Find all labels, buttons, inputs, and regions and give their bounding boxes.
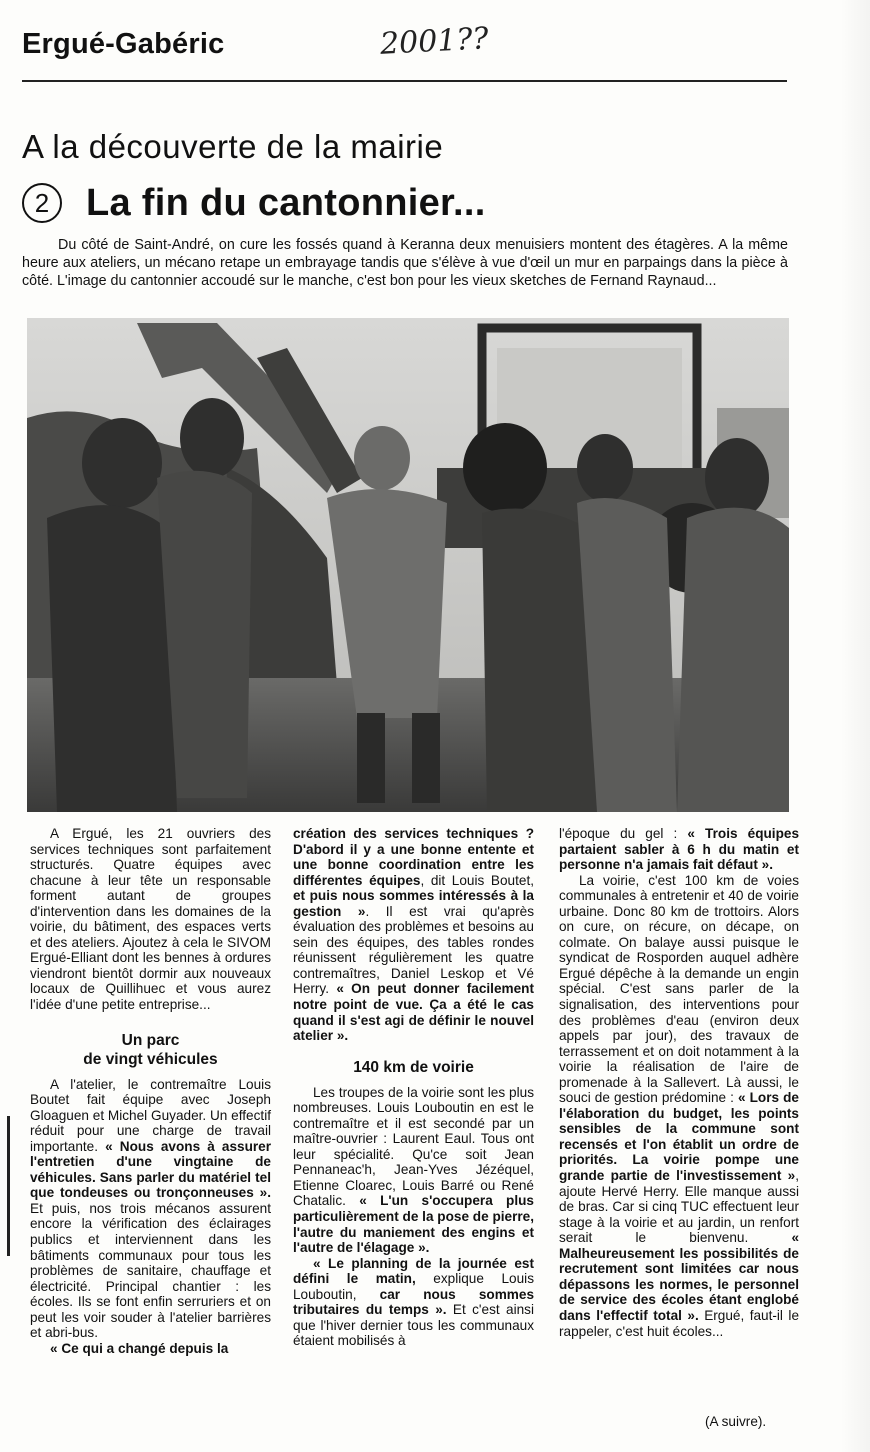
col3-p2-quote-1: « Lors de l'élaboration du budget, les points sensibles de la commune sont recensés et l'on établit un ordre de priorités. La voirie pompe une grande partie de l'investissement » [559, 1090, 799, 1184]
col2-paragraph-3 [293, 1256, 534, 1349]
part-number-badge: 2 [22, 183, 62, 223]
header-rule [22, 80, 787, 82]
col2-p3-text-2: Et c'est ainsi que l'hiver dernier tous les communaux étaient mobilisés à [293, 1302, 534, 1349]
col3-p2-text-2: , ajoute Hervé Herry. Elle manque aussi de bras. Car si cinq TUC effectuent leur stage à la voirie et au jardin, un renfort serait le bienvenu. [559, 1168, 799, 1246]
page-edge-shadow [840, 0, 870, 1452]
margin-mark [7, 1116, 10, 1256]
col2-p1-quote-2: et puis nous sommes intéressés à la gestion » [293, 888, 534, 919]
col3-p2-text-3: Ergué, faut-il le rappeler, c'est huit écoles... [559, 1307, 799, 1339]
col2-subhead: 140 km de voirie [353, 1058, 474, 1076]
to-be-continued: (A suivre). [705, 1414, 767, 1429]
col3-p2-text-1: La voirie, c'est 100 km de voies communales à entretenir et 40 de voirie urbaine. Donc 80 km de trottoirs. Alors on cure, on récure, on décape, on colmate. On balaye aussi puisque le syndicat de Rosporden auquel adhère Ergué dépêche à la demande un engin spécial. C'est sans parler de la signalisation, des interventions pour des problèmes d'eau (environ deux appels par jour), des travaux de terrassement et on doit notamment à la voirie la réalisation de l'aire de promenade à la Sallevert. Là aussi, le souci de gestion prédomine : [559, 872, 799, 1106]
col1-subhead-line-2: de vingt véhicules [83, 1050, 218, 1068]
col1-paragraph-1: A Ergué, les 21 ouvriers des services techniques sont parfaitement structurés. Quatre équipes avec chacune à leur tête un responsable forment autant de groupes d'intervention dans les domaines de la voirie, du bâtiment, des espaces verts et des ateliers. Ajoutez à cela le SIVOM Ergué-Elliant dont les bennes à ordures viendront bientôt dormir aux nouveaux locaux de Quillihuec et vous aurez l'idée d'une petite entreprise... [30, 826, 271, 1013]
article-column-3 [559, 826, 799, 1339]
col2-p2-text: Les troupes de la voirie sont les plus nombreuses. Louis Louboutin en est le contremaître et il est secondé par un maître-ouvrier : Laurent Eaul. Tous ont leur spécialité. Qu'ce soit Jean Pennaneac'h, Jean-Yves Jézéquel, Etienne Cloarec, Louis Barré ou René Chatalic. [293, 1084, 534, 1209]
col3-paragraph-2 [559, 873, 799, 1339]
article-kicker: A la découverte de la mairie [22, 128, 444, 165]
article-lead: Du côté de Saint-André, on cure les fossés quand à Keranna deux menuisiers montent des étagères. A la même heure aux ateliers, un mécano retape un embrayage tandis que s'élève à vue d'œil un mur en parpaings dans la pièce à côté. L'image du cantonnier accoudé sur le manche, c'est bon pour les vieux sketches de Fernand Raynaud... [22, 237, 788, 289]
commune-title: Ergué-Gabéric [22, 28, 225, 60]
col2-p3-quote-2: car nous sommes tributaires du temps ». [293, 1286, 534, 1318]
col3-p2-quote-2: « Malheureusement les possibilités de recrutement sont limitées car nous dépassons les normes, le personnel de service des écoles étant englobé dans l'effectif total ». [559, 1230, 799, 1323]
col1-p3-quote: « Ce qui a changé depuis la [50, 1340, 229, 1356]
col2-p2-quote: « L'un s'occupera plus particulièrement de la pose de pierre, l'autre du maniement des engins et l'autre de l'élagage ». [293, 1193, 534, 1256]
col2-p1-quote-3: « On peut donner facilement notre point de vue. Ça a été le cas quand il s'est agi de définir le nouvel atelier ». [293, 981, 534, 1044]
col2-paragraph-1 [293, 826, 534, 1044]
col2-p1-text-2: . Il est vrai qu'après évaluation des problèmes et besoins au sein des équipes, des tables rondes réunissent régulièrement les quatre contremaîtres, Daniel Leskop et Vé Herry. [293, 903, 534, 997]
col3-p1-quote: « Trois équipes partaient sabler à 6 h du matin et personne n'a jamais fait défaut ». [559, 826, 800, 873]
col2-p1-text-1: , dit Louis Boutet, [420, 872, 534, 888]
col1-p2-text-a: A l'atelier, le contremaître Louis Boutet fait équipe avec Joseph Gloaguen et Michel Guyader. Un effectif réduit pour une charge de travail importante. [30, 1076, 271, 1154]
col2-p1-quote-1: création des services techniques ? D'abord il y a une bonne entente et une bonne coordination entre les différentes équipes [293, 826, 534, 888]
col3-paragraph-1 [559, 826, 799, 873]
article-column-2 [293, 826, 534, 1349]
article-photo [27, 318, 789, 812]
col2-p3-quote-1: « Le planning de la journée est défini le matin, [293, 1255, 534, 1287]
col1-p2-quote: « Nous avons à assurer l'entretien d'une vingtaine de véhicules. Sans parler du matériel tel que tondeuses ou tronçonneuses ». [30, 1138, 272, 1201]
headline-row [22, 178, 486, 228]
col2-p3-text-1: explique Louis Louboutin, [293, 1271, 534, 1302]
article-headline: La fin du cantonnier... [86, 181, 486, 224]
handwritten-date-note: 2001?? [379, 21, 490, 62]
col2-paragraph-2 [293, 1085, 534, 1256]
col1-paragraph-3 [30, 1341, 271, 1357]
col1-p2-text-c: Et puis, nos trois mécanos assurent encore la vérification des éclairages publics et interviennent dans les bâtiments communaux pour tous les problèmes de sanitaire, chauffage et électricité. Principal chantier : les écoles. Ils se font enfin serruriers et on peut les voir souder à l'atelier barrières et abri-bus. [30, 1200, 271, 1341]
col1-paragraph-2 [30, 1077, 271, 1341]
article-column-1 [30, 826, 271, 1356]
col3-p1-text: l'époque du gel : [559, 826, 688, 841]
col1-subhead-line-1: Un parc [121, 1031, 180, 1049]
